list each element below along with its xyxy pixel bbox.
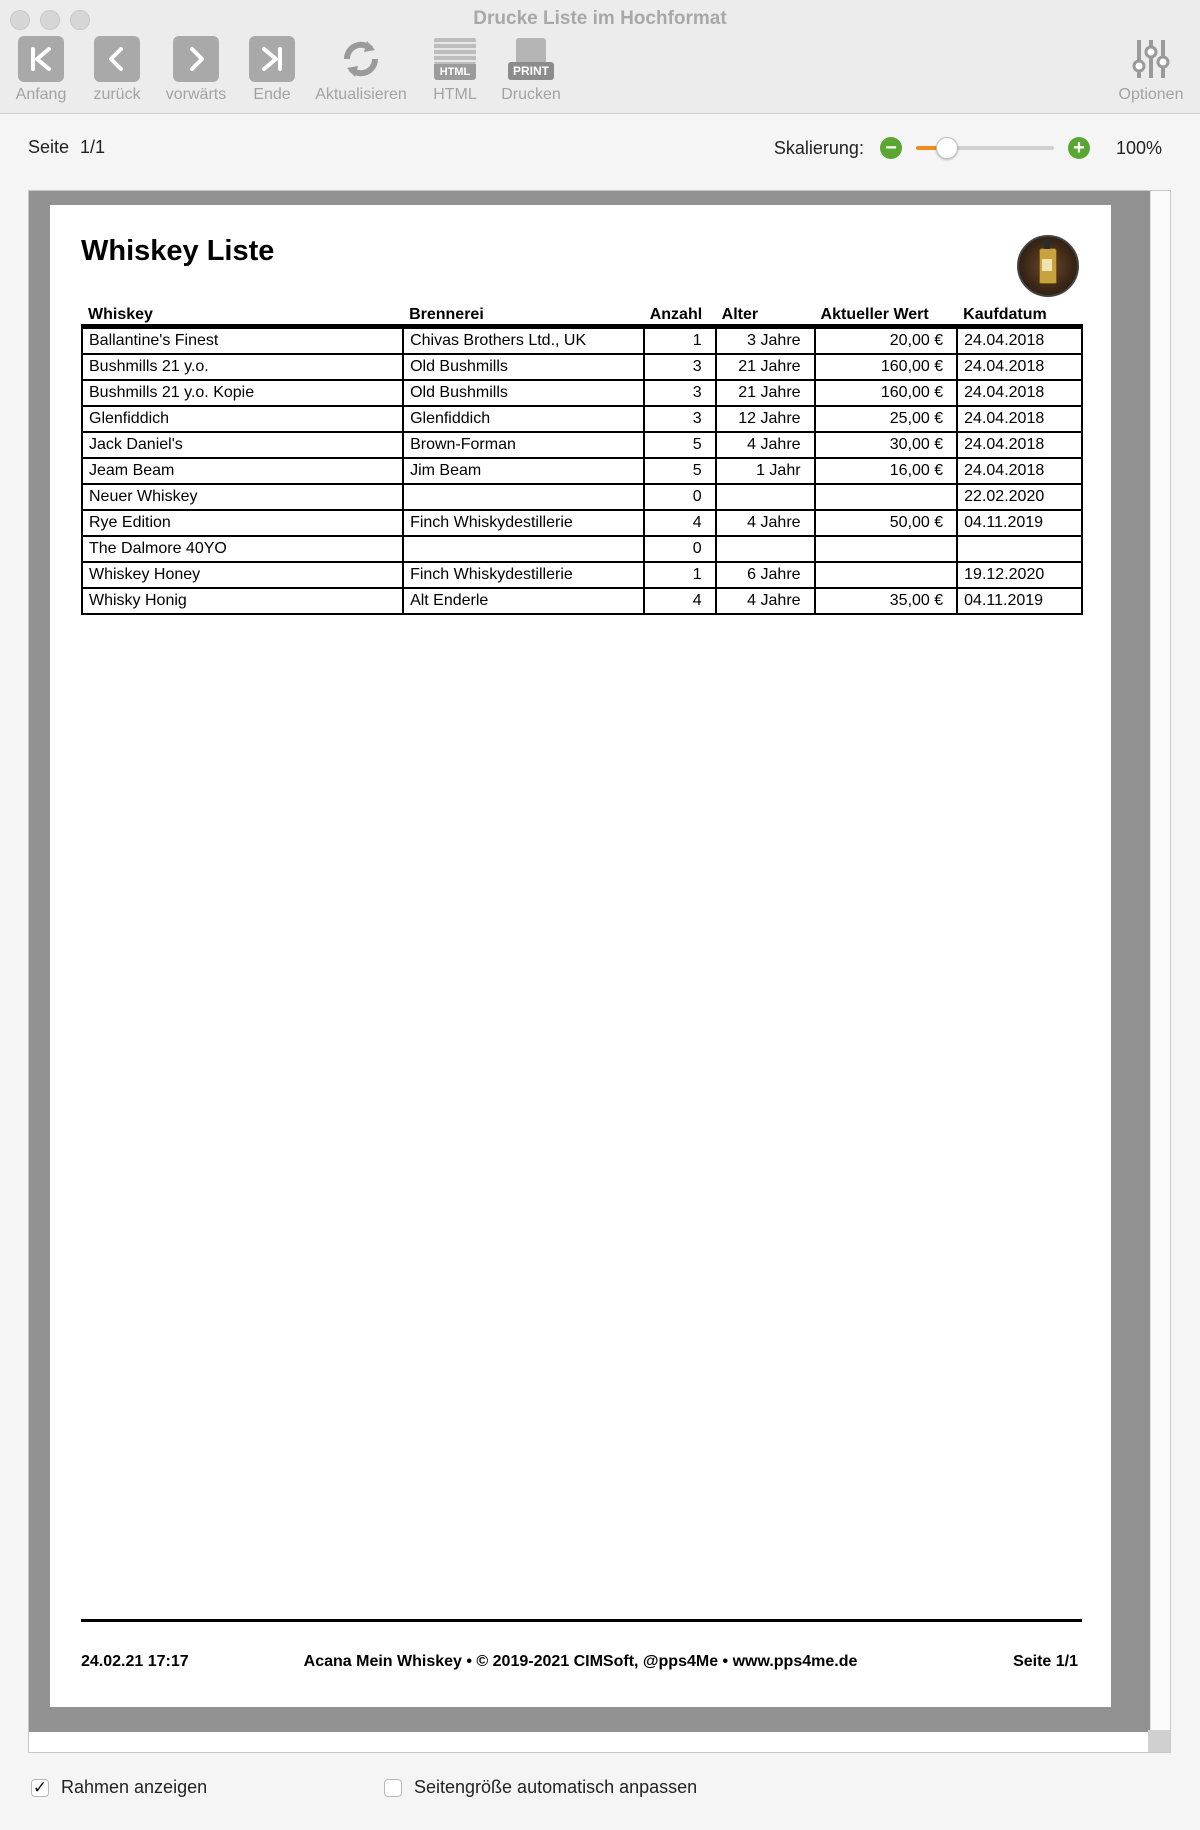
table-cell: 21 Jahre bbox=[716, 354, 815, 380]
table-cell: 1 bbox=[644, 327, 716, 355]
table-cell: Brown-Forman bbox=[403, 432, 644, 458]
table-cell: Rye Edition bbox=[82, 510, 403, 536]
footer-copyright: Acana Mein Whiskey • © 2019-2021 CIMSoft, @pps4Me • www.pps4me.de bbox=[303, 1653, 858, 1670]
whiskey-table bbox=[81, 301, 1083, 615]
table-row bbox=[82, 458, 1082, 484]
table-cell: 4 Jahre bbox=[716, 588, 815, 614]
table-cell: Old Bushmills bbox=[403, 380, 644, 406]
document-title: Whiskey Liste bbox=[81, 235, 275, 267]
html-badge: HTML bbox=[434, 64, 476, 80]
page-indicator-value: 1/1 bbox=[80, 137, 106, 157]
refresh-button[interactable] bbox=[311, 36, 411, 104]
scaling-control bbox=[774, 137, 1162, 159]
table-cell: 19.12.2020 bbox=[957, 562, 1082, 588]
table-cell bbox=[815, 484, 958, 510]
next-page-label: vorwärts bbox=[165, 86, 227, 103]
table-cell: 20,00 € bbox=[815, 327, 958, 355]
scaling-label: Skalierung: bbox=[773, 137, 864, 158]
skip-first-icon bbox=[18, 36, 64, 82]
previous-page-button[interactable] bbox=[88, 36, 146, 104]
table-cell: 4 bbox=[644, 510, 716, 536]
table-cell: 3 bbox=[644, 354, 716, 380]
table-cell: 3 Jahre bbox=[716, 327, 815, 355]
refresh-label: Aktualisieren bbox=[315, 86, 407, 103]
table-header-row bbox=[82, 301, 1082, 327]
html-export-button[interactable] bbox=[428, 36, 482, 104]
table-row bbox=[82, 484, 1082, 510]
minus-icon: − bbox=[885, 137, 897, 159]
table-cell: Ballantine's Finest bbox=[82, 327, 403, 355]
table-row bbox=[82, 536, 1082, 562]
last-page-button[interactable] bbox=[247, 36, 297, 104]
table-row bbox=[82, 380, 1082, 406]
page-indicator-label: Seite bbox=[28, 137, 70, 157]
table-row bbox=[82, 432, 1082, 458]
table-cell bbox=[815, 536, 958, 562]
chevron-right-icon bbox=[173, 36, 219, 82]
table-cell: The Dalmore 40YO bbox=[82, 536, 403, 562]
table-cell: Jack Daniel's bbox=[82, 432, 403, 458]
table-row bbox=[82, 588, 1082, 614]
next-page-button[interactable] bbox=[161, 36, 231, 104]
column-header: Kaufdatum bbox=[957, 301, 1082, 327]
table-cell: 1 Jahr bbox=[716, 458, 815, 484]
table-cell: Glenfiddich bbox=[82, 406, 403, 432]
table-cell: 50,00 € bbox=[815, 510, 958, 536]
table-cell: 160,00 € bbox=[815, 380, 958, 406]
zoom-in-button[interactable] bbox=[1068, 137, 1090, 159]
vertical-scrollbar[interactable] bbox=[1150, 191, 1170, 1732]
print-preview[interactable] bbox=[28, 190, 1171, 1753]
table-cell: 21 Jahre bbox=[716, 380, 815, 406]
plus-icon: + bbox=[1073, 137, 1085, 159]
footer-date: 24.02.21 17:17 bbox=[81, 1653, 189, 1670]
table-cell: Jim Beam bbox=[403, 458, 644, 484]
table-cell bbox=[716, 536, 815, 562]
first-page-label: Anfang bbox=[15, 86, 67, 103]
table-cell: 5 bbox=[644, 432, 716, 458]
table-cell: 1 bbox=[644, 562, 716, 588]
table-cell: 25,00 € bbox=[815, 406, 958, 432]
table-cell: 4 bbox=[644, 588, 716, 614]
table-cell: Alt Enderle bbox=[403, 588, 644, 614]
table-cell bbox=[815, 562, 958, 588]
scroll-corner bbox=[1148, 1730, 1170, 1752]
bottle-icon bbox=[1039, 248, 1057, 284]
options-button[interactable] bbox=[1115, 36, 1187, 104]
table-cell: Bushmills 21 y.o. Kopie bbox=[82, 380, 403, 406]
html-export-label: HTML bbox=[433, 86, 477, 103]
show-frame-option[interactable] bbox=[31, 1777, 207, 1798]
page-indicator bbox=[28, 137, 105, 158]
skip-last-icon bbox=[249, 36, 295, 82]
table-cell: 12 Jahre bbox=[716, 406, 815, 432]
sliders-icon bbox=[1128, 36, 1174, 82]
refresh-icon bbox=[338, 36, 384, 82]
show-frame-label: Rahmen anzeigen bbox=[61, 1777, 208, 1797]
whiskey-logo bbox=[1017, 235, 1079, 297]
table-cell: 24.04.2018 bbox=[957, 327, 1082, 355]
html-export-icon bbox=[432, 36, 478, 82]
table-cell: 35,00 € bbox=[815, 588, 958, 614]
options-label: Optionen bbox=[1118, 86, 1184, 103]
table-cell: Chivas Brothers Ltd., UK bbox=[403, 327, 644, 355]
table-cell: 160,00 € bbox=[815, 354, 958, 380]
table-row bbox=[82, 354, 1082, 380]
table-cell: 4 Jahre bbox=[716, 510, 815, 536]
footer-page-number: Seite 1/1 bbox=[1013, 1653, 1078, 1670]
paper-page bbox=[50, 205, 1111, 1707]
table-cell: 6 Jahre bbox=[716, 562, 815, 588]
table-row bbox=[82, 327, 1082, 355]
table-cell: 30,00 € bbox=[815, 432, 958, 458]
column-header: Alter bbox=[716, 301, 815, 327]
table-cell bbox=[403, 484, 644, 510]
table-cell: Jeam Beam bbox=[82, 458, 403, 484]
table-cell: 24.04.2018 bbox=[957, 458, 1082, 484]
table-row bbox=[82, 562, 1082, 588]
table-cell bbox=[716, 484, 815, 510]
scaling-slider[interactable] bbox=[916, 146, 1054, 150]
previous-page-label: zurück bbox=[93, 86, 141, 103]
title-bar bbox=[0, 0, 1200, 114]
auto-size-checkbox[interactable] bbox=[384, 1779, 402, 1797]
auto-size-option[interactable] bbox=[384, 1777, 697, 1798]
table-cell: 24.04.2018 bbox=[957, 406, 1082, 432]
column-header: Whiskey bbox=[82, 301, 403, 327]
table-cell: 24.04.2018 bbox=[957, 380, 1082, 406]
print-button[interactable] bbox=[498, 36, 564, 104]
table-cell: 0 bbox=[644, 536, 716, 562]
scaling-slider-thumb[interactable] bbox=[936, 137, 958, 159]
table-cell: Bushmills 21 y.o. bbox=[82, 354, 403, 380]
last-page-label: Ende bbox=[253, 86, 291, 103]
zoom-out-button[interactable] bbox=[880, 137, 902, 159]
table-cell: 0 bbox=[644, 484, 716, 510]
table-cell: 4 Jahre bbox=[716, 432, 815, 458]
checkmark-icon: ✓ bbox=[32, 1777, 48, 1797]
print-label: Drucken bbox=[501, 86, 561, 103]
print-badge: PRINT bbox=[508, 62, 554, 80]
chevron-left-icon bbox=[94, 36, 140, 82]
table-row bbox=[82, 406, 1082, 432]
table-cell: Old Bushmills bbox=[403, 354, 644, 380]
table-cell: 5 bbox=[644, 458, 716, 484]
table-row bbox=[82, 510, 1082, 536]
table-cell: Neuer Whiskey bbox=[82, 484, 403, 510]
table-cell: 3 bbox=[644, 380, 716, 406]
scaling-value: 100% bbox=[1115, 137, 1162, 158]
table-cell: Whiskey Honey bbox=[82, 562, 403, 588]
window-title: Drucke Liste im Hochformat bbox=[473, 8, 727, 29]
table-cell: 3 bbox=[644, 406, 716, 432]
table-cell: 24.04.2018 bbox=[957, 432, 1082, 458]
table-cell: 24.04.2018 bbox=[957, 354, 1082, 380]
table-cell: Finch Whiskydestillerie bbox=[403, 510, 644, 536]
table-cell: 04.11.2019 bbox=[957, 510, 1082, 536]
table-cell: Glenfiddich bbox=[403, 406, 644, 432]
first-page-button[interactable] bbox=[12, 36, 70, 104]
show-frame-checkbox[interactable] bbox=[31, 1779, 49, 1797]
table-cell: Whisky Honig bbox=[82, 588, 403, 614]
table-cell: 22.02.2020 bbox=[957, 484, 1082, 510]
footer-divider bbox=[81, 1619, 1082, 1622]
page-frame bbox=[29, 191, 1150, 1732]
print-icon bbox=[508, 36, 554, 82]
column-header: Anzahl bbox=[644, 301, 716, 327]
table-cell: Finch Whiskydestillerie bbox=[403, 562, 644, 588]
auto-size-label: Seitengröße automatisch anpassen bbox=[414, 1777, 698, 1797]
table-cell: 16,00 € bbox=[815, 458, 958, 484]
table-cell bbox=[403, 536, 644, 562]
column-header: Aktueller Wert bbox=[815, 301, 958, 327]
column-header: Brennerei bbox=[403, 301, 644, 327]
table-cell: 04.11.2019 bbox=[957, 588, 1082, 614]
table-cell bbox=[957, 536, 1082, 562]
